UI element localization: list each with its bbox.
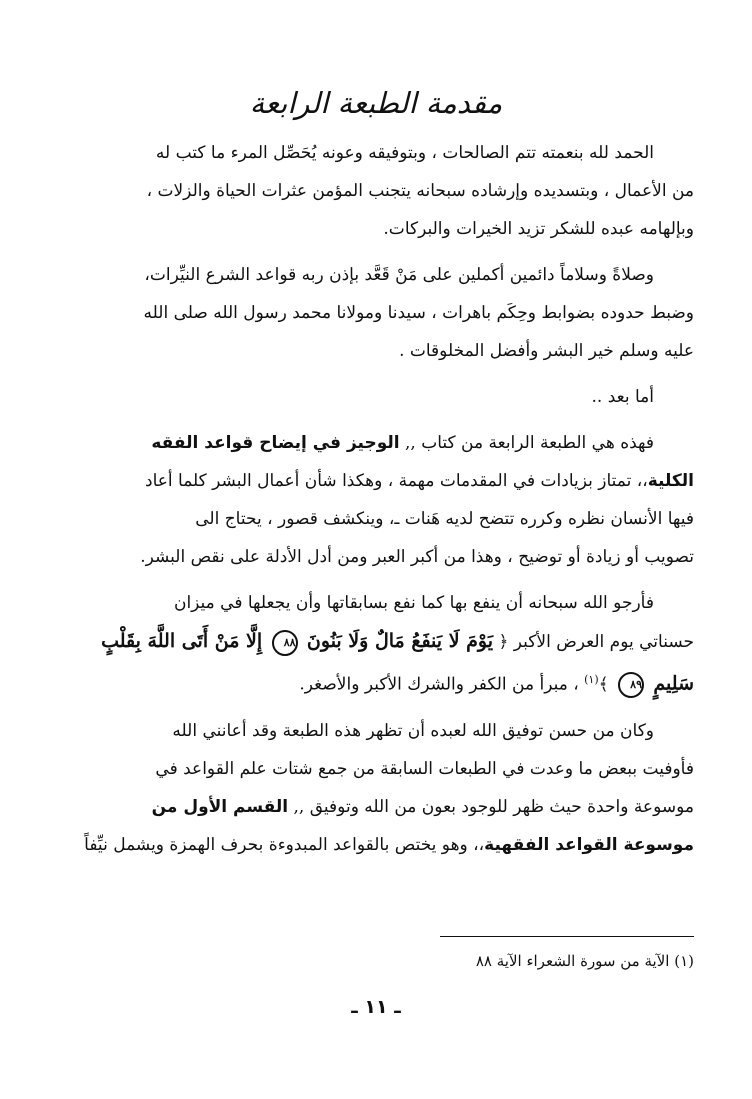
page-number: ـ ١١ ـ	[351, 996, 401, 1018]
text-line	[54, 622, 694, 661]
book-title-bold: الكلية	[647, 471, 694, 491]
paragraph-5	[54, 584, 694, 704]
footnote-text: الآية من سورة الشعراء الآية ٨٨	[475, 952, 670, 970]
quran-verse: إِلَّا مَنْ أَتَى اللَّهَ بِقَلْبٍ	[101, 630, 263, 652]
footnote-reference[interactable]: (١)	[584, 673, 599, 686]
text-line	[54, 788, 694, 826]
footnote	[476, 952, 694, 970]
paragraph-3	[54, 378, 694, 416]
text-line: وصلاةً وسلاماً دائمين أكملين على مَنْ قَعَّد بإذن ربه قواعد الشرع النيِّرات،	[144, 265, 654, 285]
ayah-number-mark: ٨٨	[272, 630, 298, 656]
text-line: عليه وسلم خير البشر وأفضل المخلوقات .	[399, 341, 694, 361]
encyclopedia-title-bold: موسوعة القواعد الفقهية	[484, 834, 694, 855]
text-line: تصويب أو زيادة أو توضيح ، وهذا من أكبر العبر ومن أدل الأدلة على نقص البشر.	[140, 547, 694, 567]
text-line	[54, 462, 694, 500]
paragraph-1	[54, 134, 694, 248]
text-line: فأوفيت ببعض ما وعدت في الطبعات السابقة من جمع شتات علم القواعد في	[155, 758, 694, 779]
text-span: ،، وهو يختص بالقواعد المبدوءة بحرف الهمزة ويشمل نيِّفاً	[84, 834, 485, 855]
text-span: موسوعة واحدة حيث ظهر للوجود بعون من الله وتوفيق ,,	[293, 796, 694, 817]
ayah-number-mark: ٨٩	[618, 672, 644, 698]
text-line	[54, 424, 694, 462]
text-span: ،، تمتاز بزيادات في المقدمات مهمة ، وهكذا شأن أعمال البشر كلما أعاد	[145, 471, 648, 491]
text-span: ﴾	[598, 674, 609, 695]
text-span: فهذه هي الطبعة الرابعة من كتاب ,,	[405, 433, 654, 453]
footnote-divider	[440, 936, 694, 937]
text-line: وبإلهامه عبده للشكر تزيد الخيرات والبركات.	[383, 219, 694, 239]
text-line: أما بعد ..	[591, 387, 654, 407]
footnote-marker: (١)	[674, 952, 694, 970]
quran-verse: يَوْمَ لَا يَنفَعُ مَالٌ وَلَا بَنُونَ	[306, 630, 494, 652]
paragraph-2	[54, 256, 694, 370]
text-span: ، مبرأ من الكفر والشرك الأكبر والأصغر.	[299, 674, 579, 695]
text-line	[54, 826, 694, 864]
encyclopedia-title-bold: القسم الأول من	[151, 796, 289, 817]
text-line: وكان من حسن توفيق الله لعبده أن تظهر هذه الطبعة وقد أعانني الله	[172, 720, 654, 741]
text-line: فأرجو الله سبحانه أن ينفع بها كما نفع بسابقاتها وأن يجعلها في ميزان	[173, 593, 654, 613]
body-text	[54, 134, 694, 872]
text-line: من الأعمال ، وبتسديده وإرشاده سبحانه يتجنب المؤمن عثرات الحياة والزلات ،	[146, 181, 694, 201]
text-line: فيها الأنسان نظره وكرره تتضح لديه هَنات ـ، وينكشف قصور ، يحتاج الى	[195, 509, 694, 529]
text-line	[54, 661, 694, 704]
book-title-bold: الوجيز في إيضاح قواعد الفقه	[151, 433, 400, 453]
text-line: وضبط حدوده بضوابط وحِكَم باهرات ، سيدنا ومولانا محمد رسول الله صلى الله	[143, 303, 694, 323]
text-line: الحمد لله بنعمته تتم الصالحات ، وبتوفيقه وعونه يُحَصِّل المرء ما كتب له	[155, 143, 654, 163]
page-title: مقدمة الطبعة الرابعة	[249, 86, 503, 120]
paragraph-4	[54, 424, 694, 576]
text-span: حسناتي يوم العرض الأكبر ﴿	[498, 632, 694, 652]
quran-verse: سَلِيمٍ	[653, 672, 694, 695]
paragraph-6	[54, 712, 694, 864]
